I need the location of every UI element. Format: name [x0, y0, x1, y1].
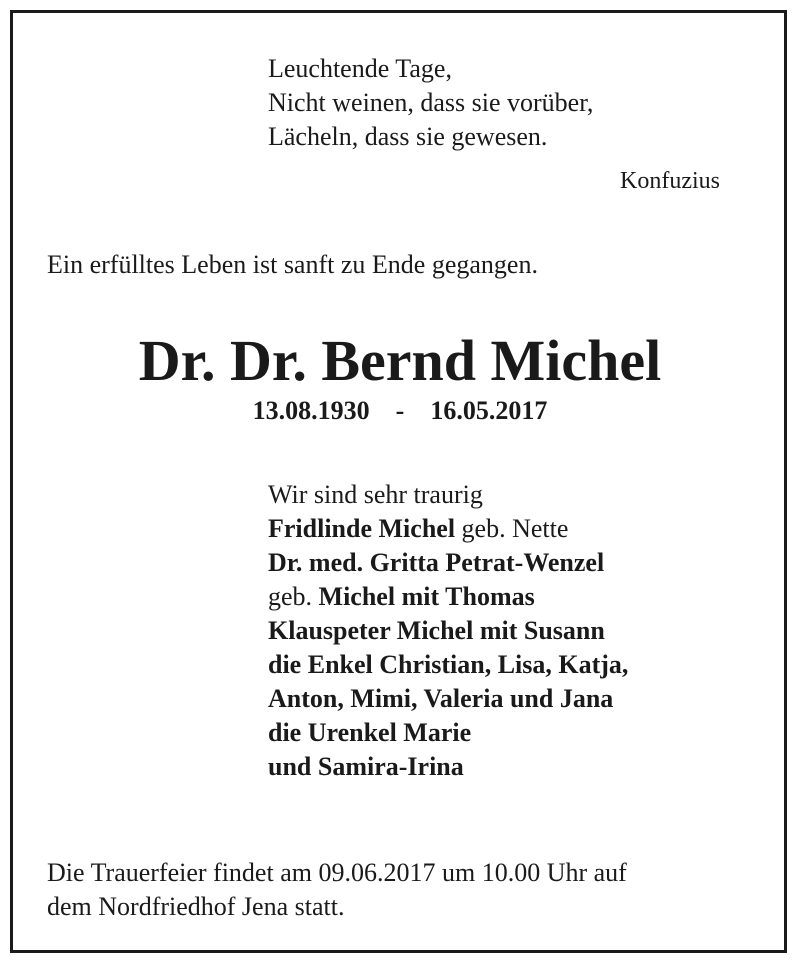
poem-line-1: Leuchtende Tage, — [268, 54, 452, 83]
mourner-line-1 — [268, 512, 628, 546]
mourner-line-8: und Samira-Irina — [268, 752, 464, 781]
poem-line-3: Lächeln, dass sie gewesen. — [268, 122, 548, 151]
poem-line-2: Nicht weinen, dass sie vorüber, — [268, 88, 594, 117]
mourners-heading: Wir sind sehr traurig — [268, 480, 483, 509]
life-dates — [0, 396, 800, 426]
funeral-line-1: Die Trauerfeier findet am 09.06.2017 um 10.00 Uhr auf — [47, 858, 627, 887]
death-date: 16.05.2017 — [430, 396, 548, 425]
mourner-name: Michel mit Thomas — [318, 582, 535, 611]
deceased-name: Dr. Dr. Bernd Michel — [138, 328, 662, 393]
birth-date: 13.08.1930 — [252, 396, 370, 425]
mourner-line-5: die Enkel Christian, Lisa, Katja, — [268, 650, 629, 679]
funeral-info — [47, 856, 627, 924]
mourner-line-3 — [268, 580, 628, 614]
funeral-line-2: dem Nordfriedhof Jena statt. — [47, 892, 345, 921]
mourner-line-4: Klauspeter Michel mit Susann — [268, 616, 605, 645]
mourner-note: geb. — [268, 582, 319, 611]
mourners-list — [268, 478, 628, 784]
mourner-line-2: Dr. med. Gritta Petrat-Wenzel — [268, 548, 605, 577]
poem-author: Konfuzius — [620, 168, 720, 194]
mourner-name: Fridlinde Michel — [268, 514, 456, 543]
intro-text: Ein erfülltes Leben ist sanft zu Ende gegangen. — [47, 250, 538, 279]
date-separator: - — [395, 396, 405, 425]
poem — [268, 52, 593, 154]
mourner-line-7: die Urenkel Marie — [268, 718, 472, 747]
mourner-note: geb. Nette — [455, 514, 569, 543]
mourner-line-6: Anton, Mimi, Valeria und Jana — [268, 684, 614, 713]
